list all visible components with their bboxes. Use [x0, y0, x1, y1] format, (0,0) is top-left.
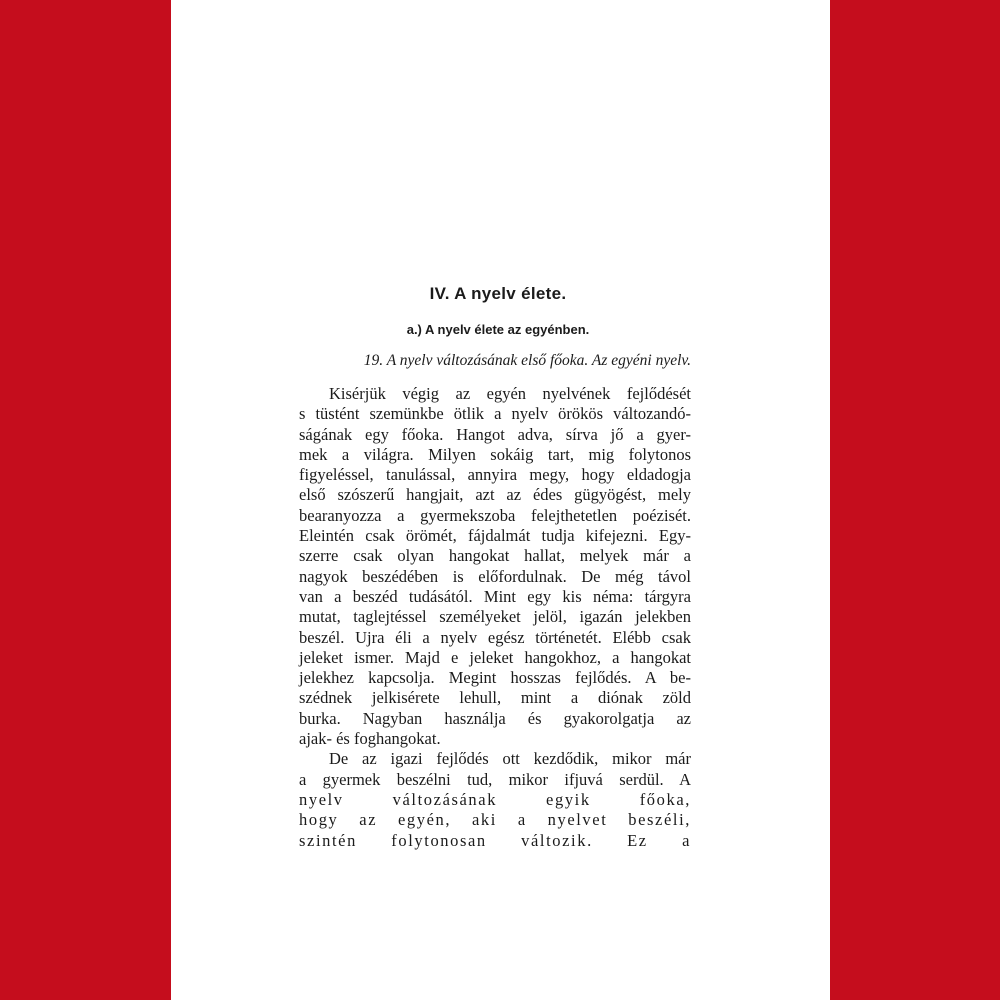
text-line: ajak- és foghangokat.	[299, 729, 441, 749]
text-line: szédnek jelkisérete lehull, mint a diónak zöld	[299, 688, 691, 708]
text-line: Eleintén csak örömét, fájdalmát tudja kifejezni. Egy-	[299, 526, 691, 546]
paragraph-1	[299, 384, 691, 749]
chapter-title: IV. A nyelv élete.	[429, 284, 567, 303]
text-line: hogy az egyén, aki a nyelvet beszéli,	[299, 810, 691, 830]
paragraph-2	[299, 749, 691, 850]
text-line: burka. Nagyban használja és gyakorolgatja az	[299, 708, 691, 728]
topic-heading: 19. A nyelv változásának első főoka. Az egyéni nyelv.	[363, 352, 691, 369]
text-line: első szószerű hangjait, azt az édes gügyögést, mely	[299, 485, 691, 505]
subsection-title: a.) A nyelv élete az egyénben.	[406, 322, 590, 337]
book-page	[171, 0, 830, 1000]
text-line: a gyermek beszélni tud, mikor ifjuvá serdül. A	[299, 769, 691, 789]
text-line: beszél. Ujra éli a nyelv egész történetét. Elébb csak	[299, 627, 691, 647]
text-line: bearanyozza a gyermekszoba felejthetetlen poézisét.	[299, 505, 691, 525]
text-line: mek a világra. Milyen sokáig tart, mig folytonos	[299, 444, 691, 464]
text-line: van a beszéd tudásától. Mint egy kis néma: tárgyra	[299, 586, 691, 606]
text-line: jelekhez kapcsolja. Megint hosszas fejlődés. A be-	[299, 668, 691, 688]
text-line: De az igazi fejlődés ott kezdődik, mikor már	[329, 749, 691, 769]
text-line: ságának egy főoka. Hangot adva, sírva jő a gyer-	[299, 424, 691, 444]
text-line: s tüstént szemünkbe ötlik a nyelv örökös változandó-	[299, 404, 691, 424]
text-line: Kisérjük végig az egyén nyelvének fejlődését	[329, 384, 691, 403]
text-line: jeleket ismer. Majd e jeleket hangokhoz, a hangokat	[299, 647, 691, 667]
text-line: mutat, taglejtéssel személyeket jelöl, igazán jelekben	[299, 607, 691, 627]
page-content	[299, 284, 691, 851]
text-line: nagyok beszédében is előfordulnak. De még távol	[299, 566, 691, 586]
text-line: szintén folytonosan változik. Ez a	[299, 830, 691, 850]
text-line: figyeléssel, tanulással, annyira megy, hogy eldadogja	[299, 465, 691, 485]
text-line: nyelv változásának egyik főoka,	[299, 789, 691, 809]
text-line: szerre csak olyan hangokat hallat, melyek már a	[299, 546, 691, 566]
